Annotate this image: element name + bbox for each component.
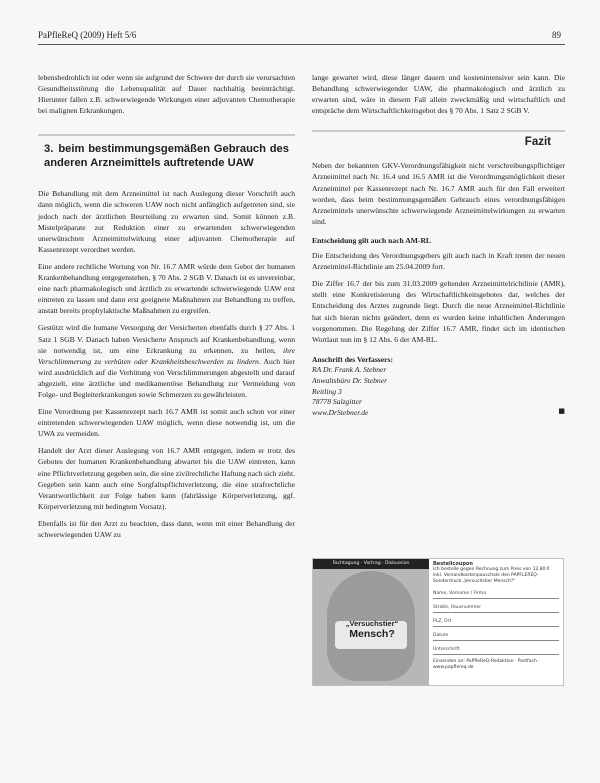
ad-title-line: Mensch? bbox=[349, 628, 395, 640]
header-rule bbox=[38, 44, 565, 45]
right-column bbox=[312, 72, 565, 418]
form-field-label: Name, Vorname / Firma bbox=[433, 591, 486, 596]
form-field[interactable] bbox=[433, 588, 559, 599]
author-address bbox=[312, 355, 565, 419]
page-number: 89 bbox=[552, 30, 561, 40]
paragraph: Die Behandlung mit dem Arzneimittel ist nach Auslegung dieser Vorschrift auch dann möglich, wenn die schweren UAW noch nicht anfänglich aufgetreten sind, sie jedoch nach der ärztlichen Beurteilung zu erwarten sind. Somit können z.B. Mistelpräparate zur Reduktion einer zu erwartenden schwerwiegenden unerwünschten Arzneimittelwirkung einer adjuvanten Chemotherapie auf Kassenrezept verordnet werden. bbox=[38, 189, 295, 254]
paragraph: Die Entscheidung des Verordnungsgebers gilt auch nach in Kraft treten der neuen Arzneimittel-Richtlinie am 25.04.2009 fort. bbox=[312, 251, 565, 272]
ad-title bbox=[339, 619, 405, 639]
form-field-label: PLZ, Ort bbox=[433, 619, 452, 624]
ad-cover-banner: Fachtagung · Vortrag · Diskussion bbox=[313, 559, 429, 569]
form-field[interactable] bbox=[433, 616, 559, 627]
section-heading bbox=[38, 134, 295, 178]
author-line: RA Dr. Frank A. Stebner bbox=[312, 365, 387, 375]
paragraph: Ebenfalls ist für den Arzt zu beachten, dass dann, wenn mit einer Behandlung der schwerwiegenden UAW zu bbox=[38, 518, 295, 539]
subheading: Entscheidung gilt auch nach AM-RL bbox=[312, 235, 431, 245]
author-label: Anschrift des Verfassers: bbox=[312, 354, 393, 364]
form-field-label: Straße, Hausnummer bbox=[433, 605, 482, 610]
paragraph: Eine Verordnung per Kassenrezept nach 16.7 AMR ist somit auch schon vor einer eintretenden schwerwiegenden UAW möglich, wenn diese notwendig ist, um die UWA zu vermeiden. bbox=[38, 407, 295, 439]
paragraph-text: Gestützt wird die humane Versorgung der Versicherten ebenfalls durch § 27 Abs. 1 Satz 1 SGB V. Danach haben Versicherte Anspruch auf Krankenbehandlung, wenn sie notwendig ist, um eine Erkrankung zu erkennen, zu heilen, bbox=[38, 323, 295, 355]
emphasis-text: ihre Verschlimmerung zu verhüten oder Krankheitsbeschwerden zu lindern bbox=[38, 345, 295, 366]
form-field[interactable] bbox=[433, 602, 559, 613]
paragraph: Die Ziffer 16.7 der bis zum 31.03.2009 geltenden Arzneimittelrichtlinie (AMR), stellt eine Konkretisierung des Wirtschaftlichkeitsgebotes dar, welches der Entscheidung des Arztes zugrunde liegt. Durch die neue Arzneimittel-Richtlinie hat sich hieran nichts geändert, denn es wurden keine inhaltlichen Änderungen vorgenommen. Die Regelung der Ziffer 16.7 AMR, findet sich im identischen Wortlaut nun im § 12 Abs. 6 der AM-RL. bbox=[312, 279, 565, 344]
fazit-heading: Fazit bbox=[524, 136, 551, 149]
left-column bbox=[38, 72, 295, 546]
order-form-footer: Einsenden an: PaPfleReQ-Redaktion · Postfach · www.papflereq.de bbox=[433, 659, 540, 670]
ad-title-line: „Versuchstier“ bbox=[345, 619, 399, 628]
advertisement bbox=[312, 558, 564, 686]
paragraph bbox=[38, 322, 295, 400]
form-field-label: Unterschrift bbox=[433, 647, 460, 652]
author-website-link[interactable]: www.DrStebner.de bbox=[312, 407, 369, 417]
form-field[interactable] bbox=[433, 630, 559, 641]
fazit-heading-box bbox=[312, 130, 565, 154]
ad-cover-image bbox=[313, 559, 429, 685]
section-title: beim bestimmungsgemäßen Gebrauch des anderen Arzneimittels auftretende UAW bbox=[44, 143, 289, 170]
order-form-text: Ich bestelle gegen Rechnung zum Preis von 12,80 € inkl. Versandkostenpauschale den PAPFLEREQ-Sonderdruck „Versuchstier Mensch?“ bbox=[433, 567, 550, 584]
order-form bbox=[433, 561, 559, 681]
paragraph: lebensbedrohlich ist oder wenn sie aufgrund der Schwere der durch sie verursachten Gesundheitsstörung die Lebensqualität auf Dauer nachhaltig beeinträchtigt. Hierunter fallen z.B. schwerwiegende Wirkungen einer adjuvanten Chemotherapie bei malignen Erkrankungen. bbox=[38, 73, 295, 116]
author-line: Reitling 3 bbox=[312, 386, 342, 396]
paragraph: lange gewartet wird, diese länger dauern und kostenintensiver sein kann. Die Behandlung schwerwiegender UAW, die pharmakologisch und ärztlich zu erwarten sind, wäre in diesem Fall allein zweckmäßig und wirtschaftlich und entspräche dem Wirtschaftlichkeitsgebot des § 70 Abs. 1 Satz 2 SGB V. bbox=[312, 73, 565, 116]
end-mark-icon: ■ bbox=[558, 406, 565, 415]
section-number: 3. bbox=[44, 143, 54, 156]
paragraph: Eine andere rechtliche Wertung von Nr. 16.7 AMR würde dem Gebot der humanen Krankenbehandlung entgegenstehen, § 70 Abs. 2 SGB V. Danach ist es unvereinbar, eine nach pharmakologisch und ärztlich zu erwartende schwerwiegende UAW erst eintreten zu lassen und dann erst geeignete Maßnahmen zur Behandlung zu treffen, anstatt bereits prophylaktische Maßnahmen zu ergreifen. bbox=[38, 261, 295, 316]
form-field-label: Datum bbox=[433, 633, 449, 638]
author-line: Anwaltsbüro Dr. Stebner bbox=[312, 375, 388, 385]
paragraph: Neben der bekannten GKV-Verordnungsfähigkeit nicht verschreibungspflichtiger Arzneimittel nach Nr. 16.4 und 16.5 AMR ist die Verordnungsmöglichkeit dieser Arzneimittel per Kassenrezept nach Nr. 16.7 AMR auch für den Fall erweitert worden, dass beim bestimmungsgemäßen Gebrauch eines verordnungsfähigen Arzneimittels unerwünschte schwerwiegende Arzneimittelwirkungen zu erwarten sind. bbox=[312, 161, 565, 226]
order-form-heading: Bestellcoupon bbox=[433, 561, 473, 567]
form-field[interactable] bbox=[433, 644, 559, 655]
running-header-journal: PaPfleReQ (2009) Heft 5/6 bbox=[38, 30, 137, 40]
author-line: 78778 Salzgitter bbox=[312, 397, 362, 407]
paragraph-text: . Auch hier wird ausdrücklich auf die Verhütung von Verschlimmerungen abgestellt und darauf abgezielt, eine ärztliche und medikamentöse Behandlung zur Vermeidung von Folge- und Begleiterkrankungen sowie Schmerzen zu gewährleisten. bbox=[38, 356, 295, 399]
paragraph: Handelt der Arzt dieser Auslegung von 16.7 AMR entgegen, indem er trotz des Gebotes der humanen Krankenbehandlung abwartet bis die UAW eintreten, kann eine Pflichtverletzung gegeben sein, die eine zivilrechtliche Haftung nach sich zieht. Gegeben sein kann auch eine Sorgfaltspflichtverletzung, die eine strafrechtliche Verantwortlichkeit zur Folge haben kann (fahrlässige Körperverletzung, ggf. Körperverletzung mit bedingtem Vorsatz). bbox=[38, 446, 295, 511]
